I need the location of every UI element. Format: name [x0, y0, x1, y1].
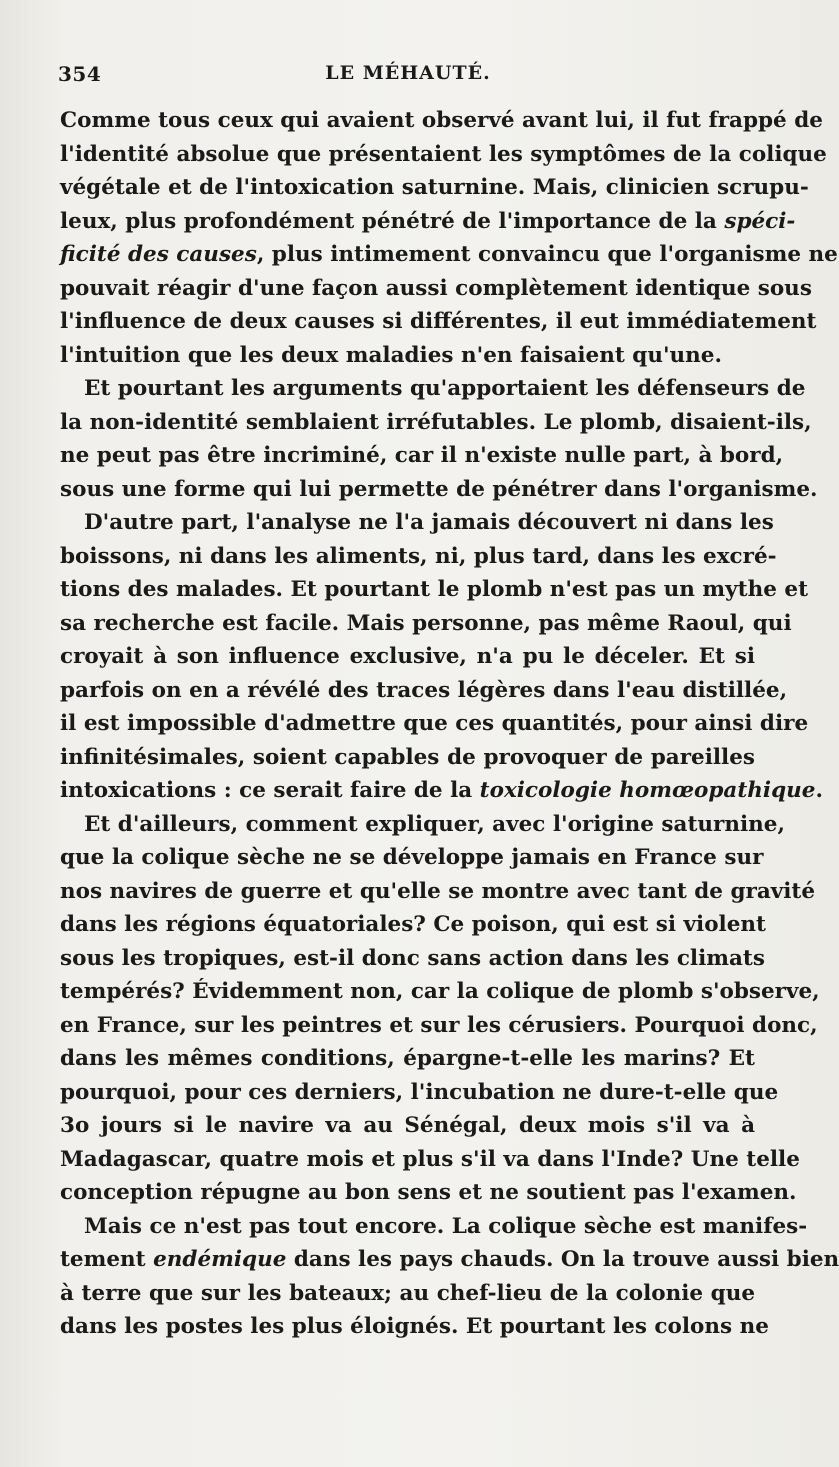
- text-line: parfois on en a révélé des traces légères dans l'eau distillée,: [60, 677, 788, 703]
- italic-term: ficité des causes: [60, 242, 257, 267]
- text-line: la non-identité semblaient irréfutables. Le plomb, disaient-ils,: [60, 409, 812, 435]
- running-title: LE MÉHAUTÉ.: [325, 62, 491, 84]
- text-line: boissons, ni dans les aliments, ni, plus tard, dans les excré-: [60, 543, 777, 569]
- text-line: il est impossible d'admettre que ces quantités, pour ainsi dire: [60, 711, 809, 736]
- text-line: conception répugne au bon sens et ne soutient pas l'examen.: [60, 1180, 797, 1205]
- text-line: l'intuition que les deux maladies n'en faisaient qu'une.: [60, 342, 722, 368]
- italic-term: toxicologie homœopathique: [479, 778, 816, 803]
- text-line: dans les mêmes conditions, épargne-t-elle les marins? Et: [60, 1046, 755, 1071]
- text-line: infinitésimales, soient capables de provoquer de pareilles: [60, 744, 755, 770]
- italic-term: endémique: [153, 1247, 287, 1272]
- text-line: D'autre part, l'analyse ne l'a jamais découvert ni dans les: [84, 510, 774, 535]
- text-line: sa recherche est facile. Mais personne, pas même Raoul, qui: [60, 610, 792, 636]
- text-line: pourquoi, pour ces derniers, l'incubation ne dure-t-elle que: [60, 1079, 779, 1105]
- text-line: tempérés? Évidemment non, car la colique de plomb s'observe,: [60, 979, 820, 1004]
- body-text: [60, 104, 839, 1344]
- text-line: tement endémique dans les pays chauds. On la trouve aussi bien: [60, 1247, 839, 1272]
- text-line: à terre que sur les bateaux; au chef-lieu de la colonie que: [60, 1280, 755, 1306]
- text-line: Et d'ailleurs, comment expliquer, avec l'origine saturnine,: [84, 811, 785, 837]
- text-line: que la colique sèche ne se développe jamais en France sur: [60, 845, 764, 870]
- text-line: leux, plus profondément pénétré de l'importance de la spéci-: [60, 208, 796, 234]
- text-line: en France, sur les peintres et sur les cérusiers. Pourquoi donc,: [60, 1012, 818, 1038]
- text-line: dans les postes les plus éloignés. Et pourtant les colons ne: [60, 1314, 769, 1339]
- page-header: [58, 62, 758, 92]
- text-line: l'influence de deux causes si différentes, il eut immédiatement: [60, 309, 817, 334]
- text-line: dans les régions équatoriales? Ce poison, qui est si violent: [60, 912, 766, 937]
- text-line: Et pourtant les arguments qu'apportaient les défenseurs de: [84, 376, 806, 401]
- text-line: Mais ce n'est pas tout encore. La colique sèche est manifes-: [84, 1213, 808, 1239]
- text-line: tions des malades. Et pourtant le plomb n'est pas un mythe et: [60, 577, 809, 602]
- text-line: végétale et de l'intoxication saturnine. Mais, clinicien scrupu-: [60, 175, 809, 200]
- text-line: nos navires de guerre et qu'elle se montre avec tant de gravité: [60, 878, 816, 904]
- text-line: sous une forme qui lui permette de pénétrer dans l'organisme.: [60, 476, 818, 502]
- text-line: intoxications : ce serait faire de la toxicologie homœopathique.: [60, 778, 823, 803]
- text-line: pouvait réagir d'une façon aussi complètement identique sous: [60, 275, 812, 301]
- text-line: 3o jours si le navire va au Sénégal, deux mois s'il va à: [60, 1113, 755, 1138]
- text-line: Madagascar, quatre mois et plus s'il va dans l'Inde? Une telle: [60, 1146, 800, 1172]
- text-line: ficité des causes, plus intimement convaincu que l'organisme ne: [60, 242, 838, 267]
- page-number: 354: [58, 62, 102, 86]
- italic-term: spéci-: [724, 208, 796, 234]
- text-line: ne peut pas être incriminé, car il n'existe nulle part, à bord,: [60, 443, 784, 468]
- text-line: sous les tropiques, est-il donc sans action dans les climats: [60, 945, 765, 971]
- text-line: l'identité absolue que présentaient les symptômes de la colique: [60, 141, 827, 167]
- text-line: croyait à son influence exclusive, n'a pu le déceler. Et si: [60, 644, 755, 669]
- text-line: Comme tous ceux qui avaient observé avant lui, il fut frappé de: [60, 108, 823, 133]
